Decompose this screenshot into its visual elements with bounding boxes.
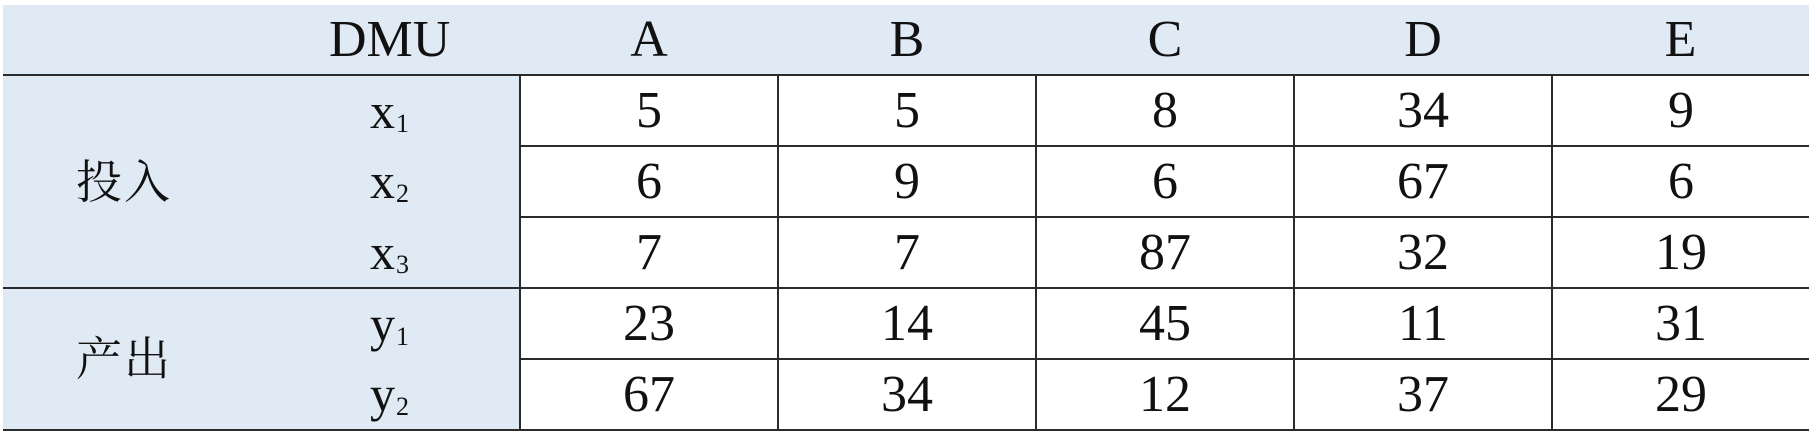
cell: 6	[520, 146, 778, 217]
cell: 5	[520, 75, 778, 146]
cell: 45	[1036, 288, 1294, 359]
header-row	[3, 5, 1809, 75]
header-col-c: C	[1036, 5, 1294, 75]
header-col-e: E	[1552, 5, 1809, 75]
var-letter: y	[370, 365, 395, 422]
header-col-a: A	[520, 5, 778, 75]
table-row	[3, 359, 1809, 430]
dmu-data-table	[3, 5, 1809, 431]
group-label-input: 投入	[3, 75, 265, 288]
table-row	[3, 288, 1809, 359]
cell: 31	[1552, 288, 1809, 359]
cell: 8	[1036, 75, 1294, 146]
group-label-output: 产出	[3, 288, 265, 430]
cell: 87	[1036, 217, 1294, 288]
header-col-b: B	[778, 5, 1036, 75]
var-letter: x	[370, 153, 395, 209]
cell: 67	[520, 359, 778, 430]
cell: 5	[778, 75, 1036, 146]
cell: 32	[1294, 217, 1552, 288]
cell: 6	[1036, 146, 1294, 217]
header-corner-cell	[3, 5, 265, 75]
cell: 7	[778, 217, 1036, 288]
var-subscript: 1	[396, 108, 409, 138]
cell: 19	[1552, 217, 1809, 288]
var-subscript: 2	[396, 179, 409, 208]
var-letter: x	[370, 82, 395, 139]
cell: 37	[1294, 359, 1552, 430]
header-col-d: D	[1294, 5, 1552, 75]
cell: 29	[1552, 359, 1809, 430]
cell: 7	[520, 217, 778, 288]
cell: 11	[1294, 288, 1552, 359]
var-subscript: 1	[396, 321, 409, 351]
cell: 12	[1036, 359, 1294, 430]
var-subscript: 2	[396, 391, 409, 421]
cell: 34	[778, 359, 1036, 430]
table-row	[3, 146, 1809, 217]
row-var-x1	[265, 75, 520, 146]
row-var-x2	[265, 146, 520, 217]
var-letter: x	[370, 223, 395, 280]
cell: 9	[778, 146, 1036, 217]
cell: 9	[1552, 75, 1809, 146]
row-var-x3	[265, 217, 520, 288]
cell: 6	[1552, 146, 1809, 217]
row-var-y2	[265, 359, 520, 430]
var-subscript: 3	[396, 249, 409, 279]
table-row	[3, 217, 1809, 288]
cell: 67	[1294, 146, 1552, 217]
table-row	[3, 75, 1809, 146]
row-var-y1	[265, 288, 520, 359]
header-dmu-label: DMU	[265, 5, 520, 75]
cell: 34	[1294, 75, 1552, 146]
cell: 14	[778, 288, 1036, 359]
var-letter: y	[370, 295, 395, 352]
cell: 23	[520, 288, 778, 359]
